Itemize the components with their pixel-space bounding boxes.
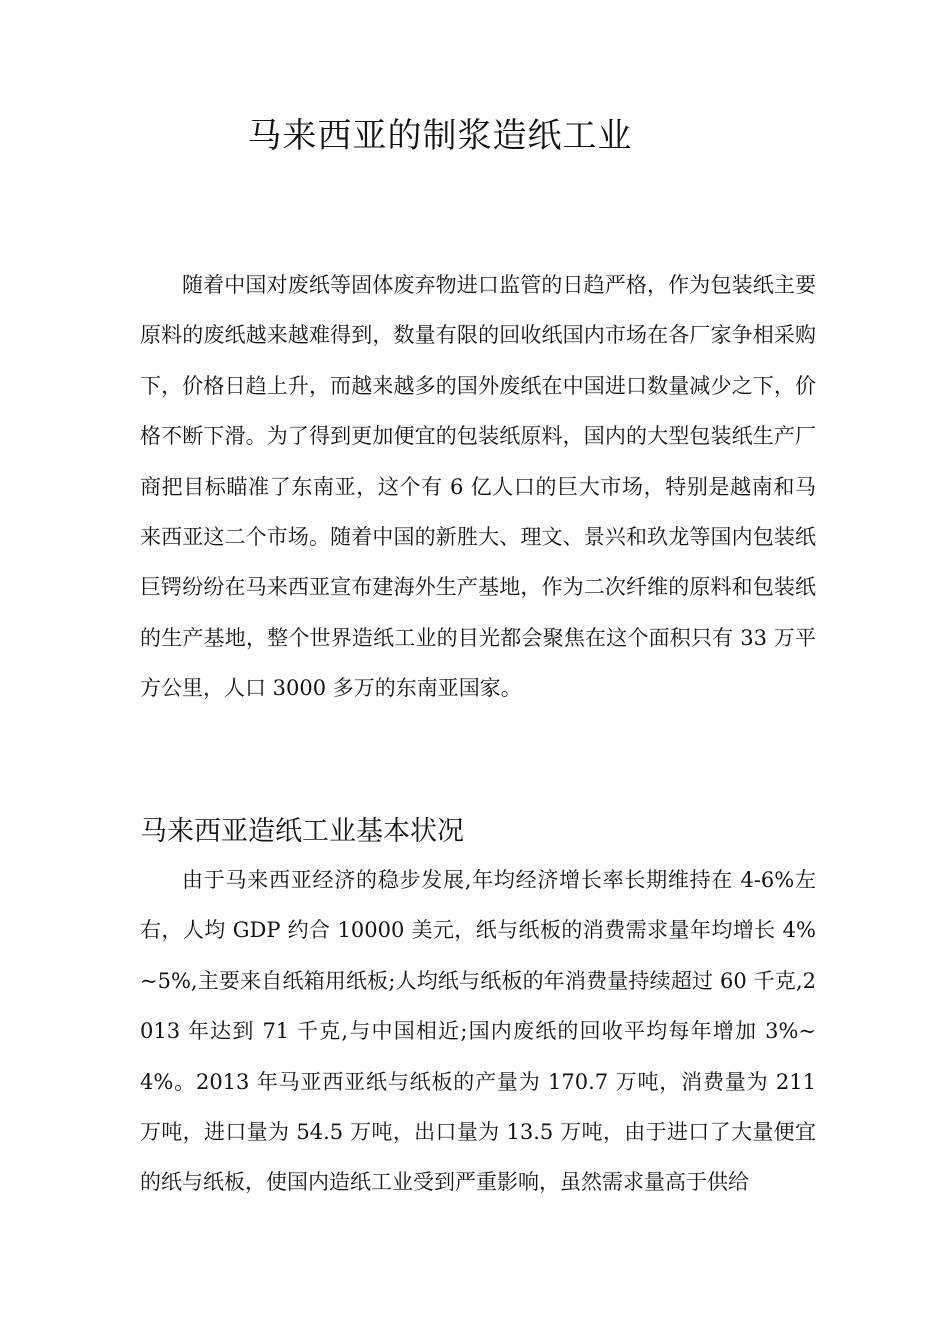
page-title: 马来西亚的制浆造纸工业 [247,116,633,156]
section-heading: 马来西亚造纸工业基本状况 [140,816,464,847]
section-paragraph: 由于马来西亚经济的稳步发展,年均经济增长率长期维持在 4-6%左右，人均 GDP 约合 10000 美元，纸与纸板的消费需求量年均增长 4%~5%,主要来自纸箱用纸板;人均纸与纸板的年消费量持续超过 60 千克,2013 年达到 71 千克,与中国相近;国内废纸的回收平均每年增加 3%~4%。2013 年马亚西亚纸与纸板的产量为 170.7 万吨，消费量为 211 万吨，进口量为 54.5 万吨，出口量为 13.5 万吨，由于进口了大量便宜的纸与纸板，使国内造纸工业受到严重影响，虽然需求量高于供给 [140,868,816,1195]
intro-paragraph: 随着中国对废纸等固体废弃物进口监管的日趋严格，作为包装纸主要原料的废纸越来越难得到，数量有限的回收纸国内市场在各厂家争相采购下，价格日趋上升，而越来越多的国外废纸在中国进口数量减少之下，价格不断下滑。为了得到更加便宜的包装纸原料，国内的大型包装纸生产厂商把目标瞄准了东南亚，这个有 6 亿人口的巨大市场，特别是越南和马来西亚这二个市场。随着中国的新胜大、理文、景兴和玖龙等国内包装纸巨锷纷纷在马来西亚宣布建海外生产基地，作为二次纤维的原料和包装纸的生产基地，整个世界造纸工业的目光都会聚焦在这个面积只有 33 万平方公里，人口 3000 多万的东南亚国家。 [140,273,816,701]
